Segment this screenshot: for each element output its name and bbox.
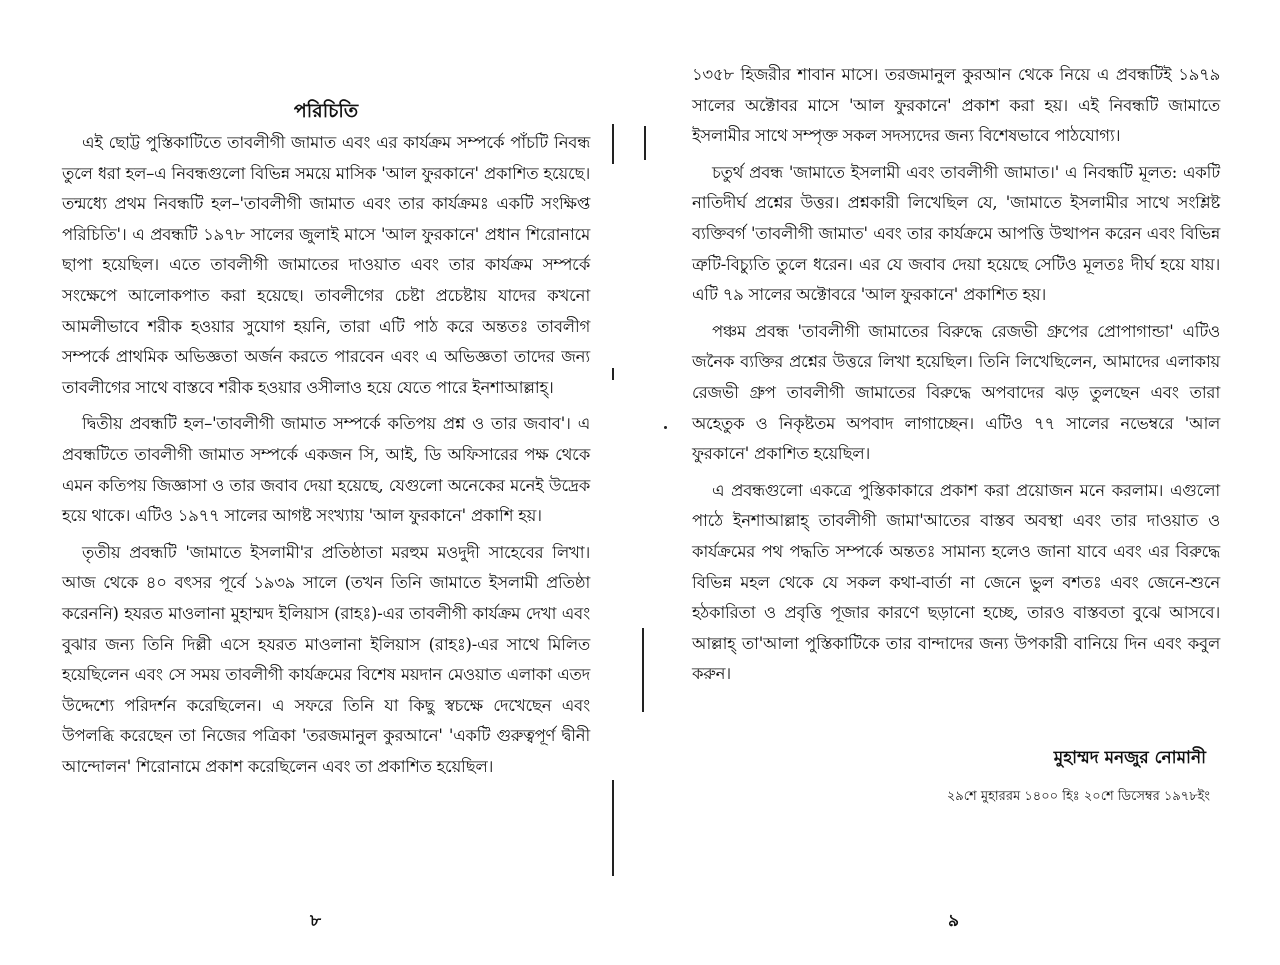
gutter-mark xyxy=(642,628,644,712)
right-page xyxy=(640,0,1280,965)
left-text-column xyxy=(62,128,590,788)
date-line: ২৯শে মুহাররম ১৪০০ হিঃ ২০শে ডিসেম্বর ১৯৭৮ইং xyxy=(946,789,1210,804)
paragraph-continued: ১৩৫৮ হিজরীর শাবান মাসে। তরজমানুল কুরআন থেকে নিয়ে এ প্রবন্ধটিই ১৯৭৯ সালের অক্টোবর মাসে 'আল ফুরকানে' প্রকাশ করা হয়। এই নিবন্ধটি জামাতে ইসলামীর সাথে সম্পৃক্ত সকল সদস্যদের জন্য বিশেষভাবে পাঠযোগ্য। xyxy=(692,65,1220,146)
paragraph-4: চতুর্থ প্রবন্ধ 'জামাতে ইসলামী এবং তাবলীগী জামাত।' এ নিবন্ধটি মূলত: একটি নাতিদীর্ঘ প্রশ্নের উত্তর। প্রশ্নকারী লিখেছিল যে, 'জামাতে ইসলামীর সাথে সংশ্লিষ্ট ব্যক্তিবর্গ 'তাবলীগী জামাত' এবং তার কার্যক্রমে আপত্তি উত্থাপন করেন এবং বিভিন্ন ত্রুটি-বিচ্যুতি তুলে ধরেন। এর যে জবাব দেয়া হয়েছে সেটিও মূলতঃ দীর্ঘ হয়ে যায়। এটি ৭৯ সালের অক্টোবরে 'আল ফুরকানে' প্রকাশিত হয়। xyxy=(692,162,1220,305)
scan-speck xyxy=(664,426,667,429)
page-number-right: ৯ xyxy=(948,911,960,931)
author-signature: মুহাম্মদ মনজুর নোমানী xyxy=(1053,748,1206,768)
page-number-left: ৮ xyxy=(310,911,322,931)
paragraph-6: এ প্রবন্ধগুলো একত্রে পুস্তিকাকারে প্রকাশ করা প্রয়োজন মনে করলাম। এগুলো পাঠে ইনশাআল্লাহ্ তাবলীগী জামা'আতের বাস্তব অবস্থা এবং তার দাওয়াত ও কার্যক্রমের পথ পদ্ধতি সম্পর্কে অন্ততঃ সামান্য হলেও জানা যাবে এবং এর বিরুদ্ধে বিভিন্ন মহল থেকে যে সকল কথা-বার্তা না জেনে ভুল বশতঃ এবং জেনে-শুনে হঠকারিতা ও প্রবৃত্তি পূজার কারণে ছড়ানো হচ্ছে, তারও বাস্তবতা বুঝে আসবে। আল্লাহ্ তা'আলা পুস্তিকাটিকে তার বান্দাদের জন্য উপকারী বানিয়ে দিন এবং কবুল করুন। xyxy=(692,480,1220,684)
gutter-mark xyxy=(612,780,614,876)
gutter-mark xyxy=(612,368,614,380)
paragraph-1: এই ছোট্ট পুস্তিকাটিতে তাবলীগী জামাত এবং এর কার্যক্রম সম্পর্কে পাঁচটি নিবন্ধ তুলে ধরা হল–এ নিবন্ধগুলো বিভিন্ন সময়ে মাসিক 'আল ফুরকানে' প্রকাশিত হয়েছে। তন্মধ্যে প্রথম নিবন্ধটি হল–'তাবলীগী জামাত এবং তার কার্যক্রমঃ একটি সংক্ষিপ্ত পরিচিতি'। এ প্রবন্ধটি ১৯৭৮ সালের জুলাই মাসে 'আল ফুরকানে' প্রধান শিরোনামে ছাপা হয়েছিল। এতে তাবলীগী জামাতের দাওয়াত এবং তার কার্যক্রম সম্পর্কে সংক্ষেপে আলোকপাত করা হয়েছে। তাবলীগের চেষ্টা প্রচেষ্টায় যাদের কখনো আমলীভাবে শরীক হওয়ার সুযোগ হয়নি, তারা এটি পাঠ করে অন্ততঃ তাবলীগ সম্পর্কে প্রাথমিক অভিজ্ঞতা অর্জন করতে পারবেন এবং এ অভিজ্ঞতা তাদের জন্য তাবলীগের সাথে বাস্তবে শরীক হওয়ার ওসীলাও হয়ে যেতে পারে ইনশাআল্লাহ্। xyxy=(62,133,590,397)
right-text-column xyxy=(692,60,1220,696)
paragraph-3: তৃতীয় প্রবন্ধটি 'জামাতে ইসলামী'র প্রতিষ্ঠাতা মরহুম মওদুদী সাহেবের লিখা। আজ থেকে ৪০ বৎসর পূর্বে ১৯৩৯ সালে (তখন তিনি জামাতে ইসলামী প্রতিষ্ঠা করেননি) হযরত মাওলানা মুহাম্মদ ইলিয়াস (রাহঃ)-এর তাবলীগী কার্যক্রম দেখা এবং বুঝার জন্য তিনি দিল্লী এসে হযরত মাওলানা ইলিয়াস (রাহঃ)-এর সাথে মিলিত হয়েছিলেন এবং সে সময় তাবলীগী কার্যক্রমের বিশেষ ময়দান মেওয়াত এলাকা এতদ উদ্দেশ্যে পরিদর্শন করেছিলেন। এ সফরে তিনি যা কিছু স্বচক্ষে দেখেছেন এবং উপলব্ধি করেছেন তা নিজের পত্রিকা 'তরজমানুল কুরআনে' 'একটি গুরুত্বপূর্ণ দ্বীনী আন্দোলন' শিরোনামে প্রকাশ করেছিলেন এবং তা প্রকাশিত হয়েছিল। xyxy=(62,542,590,776)
gutter-mark xyxy=(644,126,646,160)
paragraph-5: পঞ্চম প্রবন্ধ 'তাবলীগী জামাতের বিরুদ্ধে রেজভী গ্রুপের প্রোপাগান্ডা' এটিও জনৈক ব্যক্তির প্রশ্নের উত্তরে লিখা হয়েছিল। তিনি লিখেছিলেন, আমাদের এলাকায় রেজভী গ্রুপ তাবলীগী জামাতের বিরুদ্ধে অপবাদের ঝড় তুলছেন এবং তারা অহেতুক ও নিকৃষ্টতম অপবাদ লাগাচ্ছেন। এটিও ৭৭ সালের নভেম্বরে 'আল ফুরকানে' প্রকাশিত হয়েছিল। xyxy=(692,321,1220,464)
page-title: পরিচিতি xyxy=(293,100,359,122)
paragraph-2: দ্বিতীয় প্রবন্ধটি হল–'তাবলীগী জামাত সম্পর্কে কতিপয় প্রশ্ন ও তার জবাব'। এ প্রবন্ধটিতে তাবলীগী জামাত সম্পর্কে একজন সি, আই, ডি অফিসারের পক্ষ থেকে এমন কতিপয় জিজ্ঞাসা ও তার জবাব দেয়া হয়েছে, যেগুলো অনেকের মনেই উদ্রেক হয়ে থাকে। এটিও ১৯৭৭ সালের আগষ্ট সংখ্যায় 'আল ফুরকানে' প্রকাশি হয়। xyxy=(62,414,590,526)
gutter-mark xyxy=(612,124,614,164)
